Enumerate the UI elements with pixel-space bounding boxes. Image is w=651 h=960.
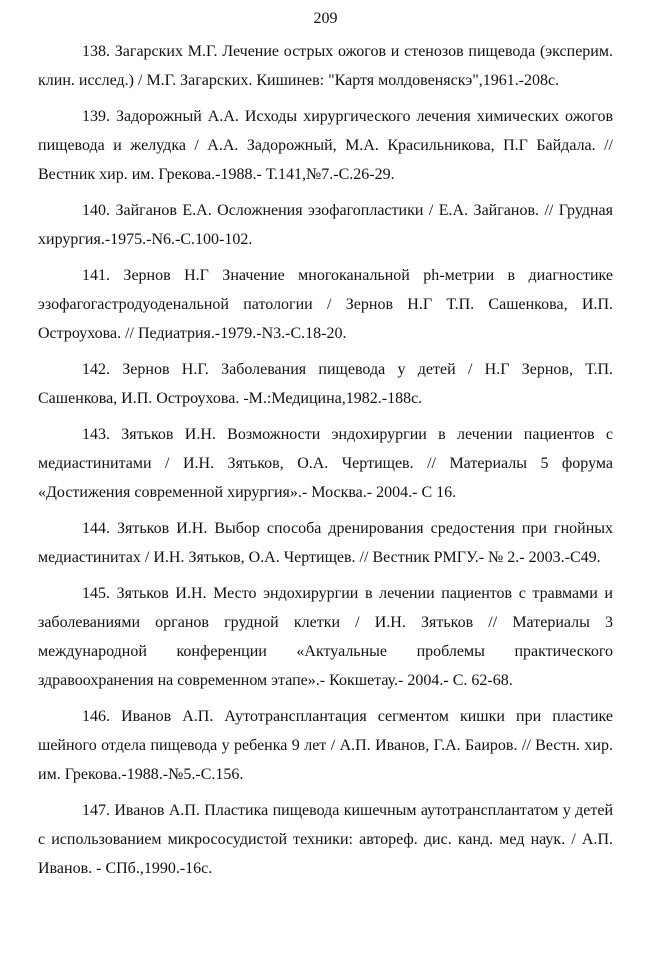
reference-text: 147. Иванов А.П. Пластика пищевода кишечным аутотрансплантатом у детей с использованием микрососудистой техники: автореф. дис. канд. мед наук. / А.П. Иванов. - СПб.,1990.-16с. [38, 802, 613, 877]
reference-text: 143. Зятьков И.Н. Возможности эндохирургии в лечении пациентов с медиастинитами / И.Н. Зятьков, О.А. Чертищев. // Материалы 5 форума «Достижения современной хирургия».- Москва.- 2004.- С 16. [38, 426, 613, 501]
reference-text: 138. Загарских М.Г. Лечение острых ожогов и стенозов пищевода (эксперим. клин. исслед.) / М.Г. Загарских. Кишинев: "Картя молдовеняскэ",1961.-208с. [38, 43, 613, 89]
page-number: 209 [313, 10, 338, 27]
reference-text: 142. Зернов Н.Г. Заболевания пищевода у детей / Н.Г Зернов, Т.П. Сашенкова, И.П. Остроухова. -М.:Медицина,1982.-188с. [38, 361, 613, 407]
reference-item [38, 579, 613, 695]
reference-text: 139. Задорожный А.А. Исходы хирургического лечения химических ожогов пищевода и желудка / А.А. Задорожный, М.А. Красильникова, П.Г Байдала. // Вестник хир. им. Грекова.-1988.- Т.141,№7.-С.26-29. [38, 108, 613, 183]
reference-item [38, 102, 613, 189]
reference-item [38, 420, 613, 507]
reference-text: 145. Зятьков И.Н. Место эндохирургии в лечении пациентов с травмами и заболеваниями органов грудной клетки / И.Н. Зятьков // Материалы 3 международной конференции «Актуальные проблемы практического здравоохранения на современном этапе».- Кокшетау.- 2004.- С. 62-68. [38, 585, 613, 689]
reference-item [38, 37, 613, 95]
reference-item [38, 702, 613, 789]
reference-text: 146. Иванов А.П. Аутотрансплантация сегментом кишки при пластике шейного отдела пищевода у ребенка 9 лет / А.П. Иванов, Г.А. Баиров. // Вестн. хир. им. Грекова.-1988.-№5.-С.156. [38, 708, 613, 783]
reference-item [38, 355, 613, 413]
reference-text: 141. Зернов Н.Г Значение многоканальной ph-метрии в диагностике эзофагогастродуоденальной патологии / Зернов Н.Г Т.П. Сашенкова, И.П. Остроухова. // Педиатрия.-1979.-N3.-С.18-20. [38, 267, 613, 342]
reference-item [38, 196, 613, 254]
reference-list [38, 37, 613, 890]
reference-text: 140. Зайганов Е.А. Осложнения эзофагопластики / Е.А. Зайганов. // Грудная хирургия.-1975.-N6.-С.100-102. [38, 202, 613, 248]
reference-item [38, 514, 613, 572]
reference-text: 144. Зятьков И.Н. Выбор способа дренирования средостения при гнойных медиастинитах / И.Н. Зятьков, О.А. Чертищев. // Вестник РМГУ.- № 2.- 2003.-С49. [38, 520, 613, 566]
reference-item [38, 796, 613, 883]
reference-item [38, 261, 613, 348]
